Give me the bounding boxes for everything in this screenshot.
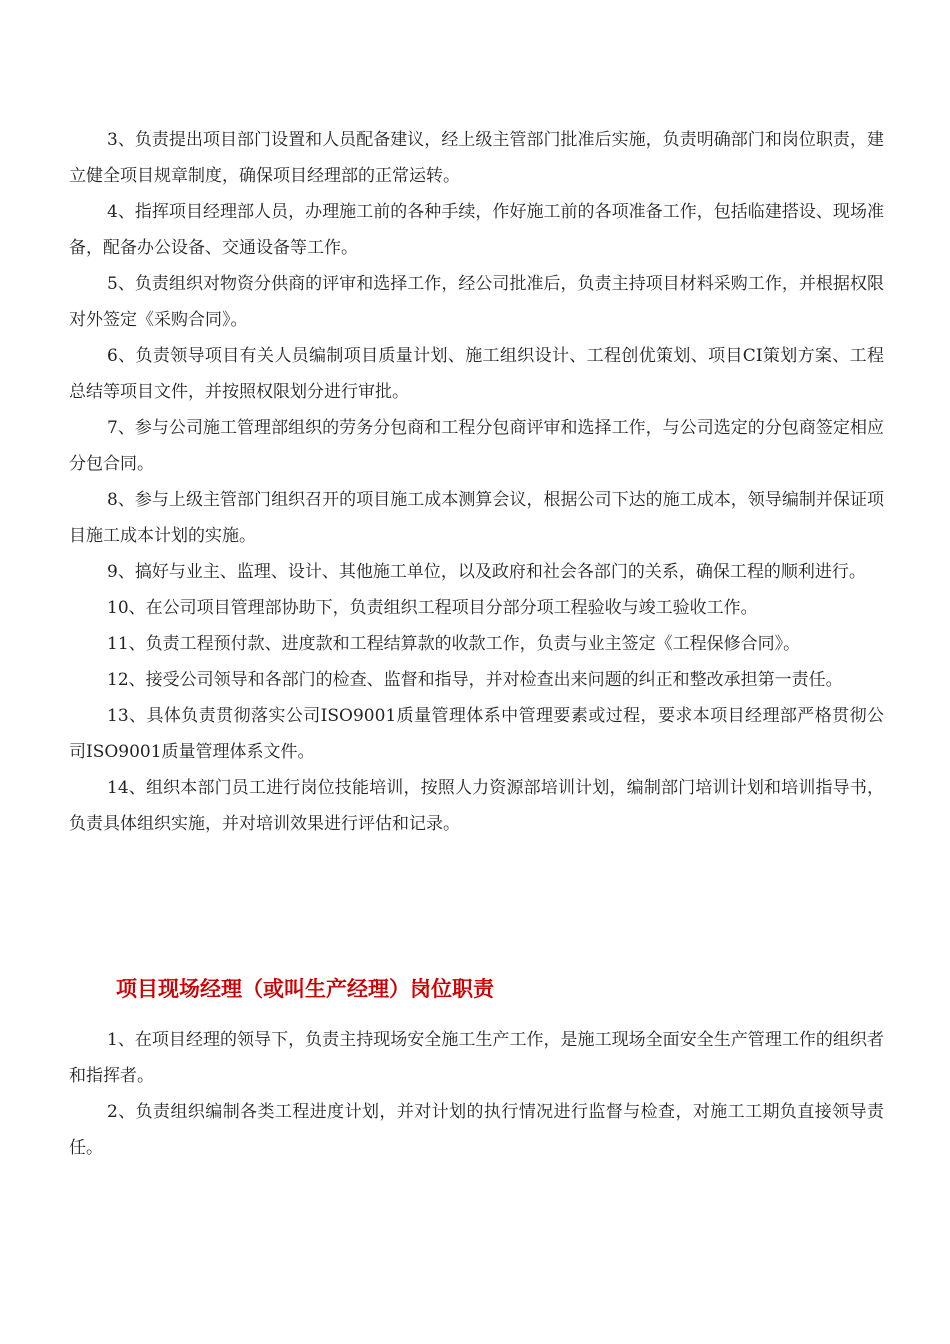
list-item: 3、负责提出项目部门设置和人员配备建议，经上级主管部门批准后实施，负责明确部门和岗位职责，建立健全项目规章制度，确保项目经理部的正常运转。 [69,130,884,186]
list-item: 9、搞好与业主、监理、设计、其他施工单位，以及政府和社会各部门的关系，确保工程的顺利进行。 [107,562,866,582]
list-item: 2、负责组织编制各类工程进度计划，并对计划的执行情况进行监督与检查，对施工工期负直接领导责任。 [69,1102,884,1158]
list-item: 7、参与公司施工管理部组织的劳务分包商和工程分包商评审和选择工作，与公司选定的分包商签定相应分包合同。 [69,418,884,474]
list-item: 1、在项目经理的领导下，负责主持现场安全施工生产工作，是施工现场全面安全生产管理工作的组织者和指挥者。 [69,1030,884,1086]
section-heading: 项目现场经理（或叫生产经理）岗位职责 [116,977,494,1001]
section-1-body [69,122,884,842]
list-item: 12、接受公司领导和各部门的检查、监督和指导，并对检查出来问题的纠正和整改承担第一责任。 [107,670,843,690]
list-item: 14、组织本部门员工进行岗位技能培训，按照人力资源部培训计划，编制部门培训计划和培训指导书，负责具体组织实施，并对培训效果进行评估和记录。 [69,778,884,834]
list-item: 8、参与上级主管部门组织召开的项目施工成本测算会议，根据公司下达的施工成本，领导编制并保证项目施工成本计划的实施。 [69,490,884,546]
list-item: 4、指挥项目经理部人员，办理施工前的各种手续，作好施工前的各项准备工作，包括临建搭设、现场准备，配备办公设备、交通设备等工作。 [69,202,884,258]
list-item: 10、在公司项目管理部协助下，负责组织工程项目分部分项工程验收与竣工验收工作。 [107,598,758,618]
list-item: 6、负责领导项目有关人员编制项目质量计划、施工组织设计、工程创优策划、项目CI策划方案、工程总结等项目文件，并按照权限划分进行审批。 [69,346,884,402]
list-item: 11、负责工程预付款、进度款和工程结算款的收款工作，负责与业主签定《工程保修合同》。 [107,634,801,654]
list-item: 13、具体负责贯彻落实公司ISO9001质量管理体系中管理要素或过程，要求本项目经理部严格贯彻公司ISO9001质量管理体系文件。 [69,706,884,762]
list-item: 5、负责组织对物资分供商的评审和选择工作，经公司批准后，负责主持项目材料采购工作，并根据权限对外签定《采购合同》。 [69,274,884,330]
section-2-body [69,1022,884,1166]
